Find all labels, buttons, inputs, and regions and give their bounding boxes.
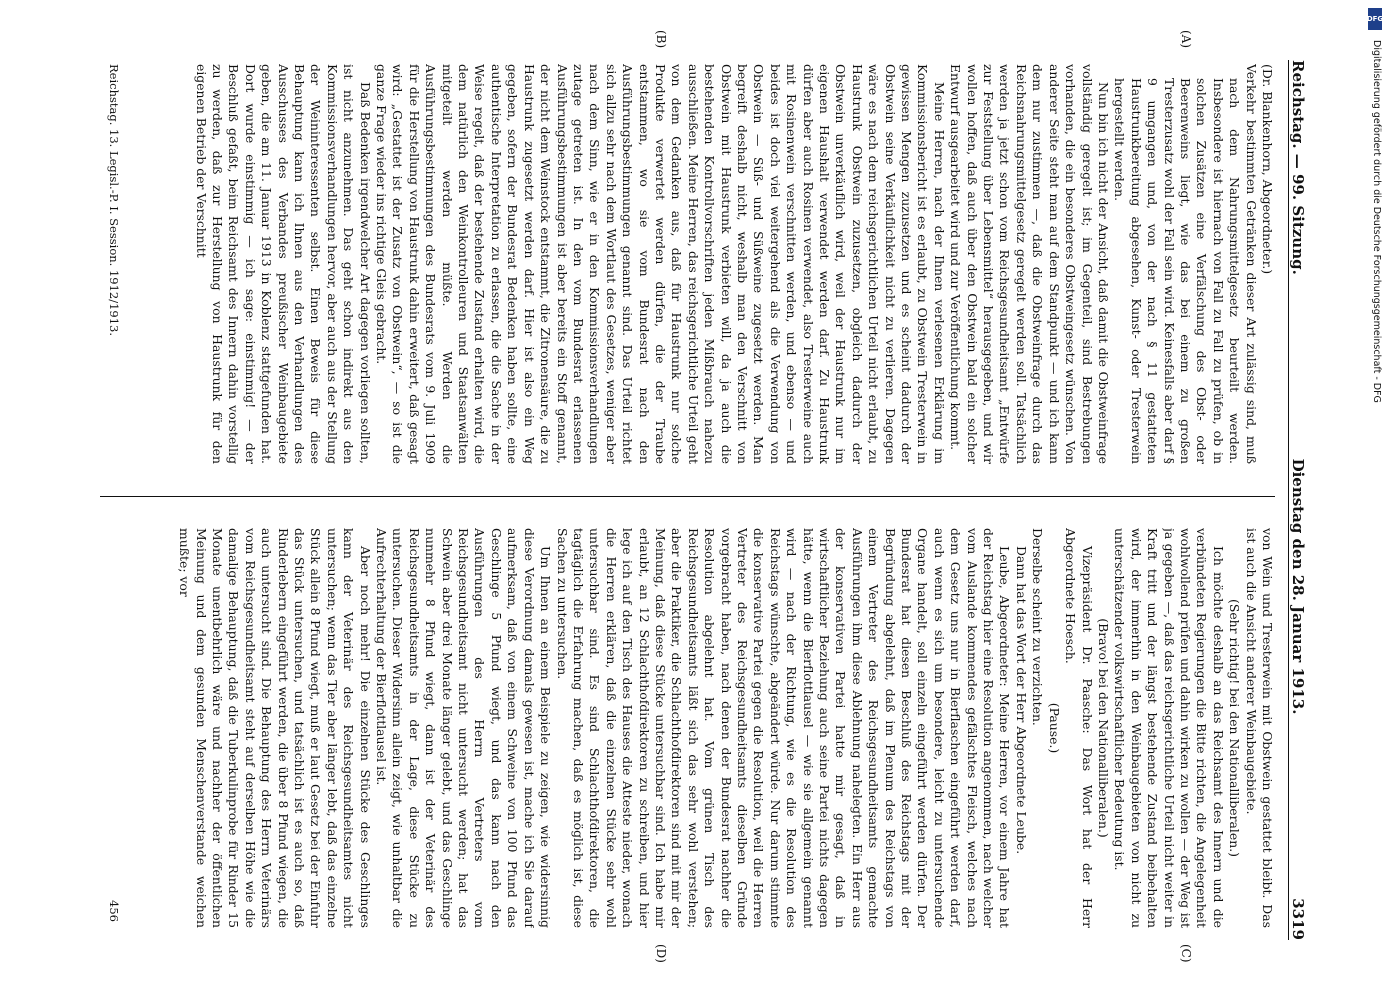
footer-legislature: Reichstag. 13. Legisl.-P. I. Session. 1912/1913. — [107, 64, 121, 337]
paragraph: Daß Bedenken irgendwelcher Art dagegen vorliegen sollten, ist nicht anzunehmen. Das geht schon indirekt aus den Kommissionsverhandlungen hervor, aber auch aus der Stellung der Weininteressenten selbst. Einen Beweis für diese Behauptung kann ich Ihnen aus den Verhandlungen des Ausschusses des Verbandes preußischer Weinbaugebiete geben, die am 11. Januar 1913 in Koblenz stattgefunden hat. Dort wurde einstimmig — ich sage: einstimmig! — der Beschluß gefaßt, beim Reichsamt des Innern dahin vorstellig zu werden, daß zur Herstellung von Haustrunk für den eigenen Betrieb der Verschnitt — [193, 64, 373, 464]
header-session: Reichstag. — 99. Sitzung. — [1289, 60, 1307, 275]
paragraph: Dann hat das Wort der Herr Abgeordnete Leube. — [1013, 546, 1029, 855]
paragraph: Vizepräsident Dr. Paasche: Das Wort hat der Herr Abgeordnete Hoesch. — [1063, 528, 1095, 928]
paragraph: (Pause.) — [1046, 702, 1062, 754]
footer-sheet-number: 456 — [107, 900, 121, 922]
page-header — [1288, 60, 1315, 940]
header-date: Dienstag den 28. Januar 1913. — [1289, 458, 1307, 715]
column-divider — [100, 496, 1275, 497]
paragraph: Ich möchte deshalb an das Reichsamt des Innern und die verbündeten Regierungen die Bitte richten, die Angelegenheit wohlwollend prüfen und dahin wirken zu wollen — der Weg ist ja gegeben —, daß das reichsgerichtliche Urteil nicht weiter in Kraft tritt und der längst bestehende Zustand beibehalten wird, der immerhin in den Weinbaugebieten von nicht zu unterschätzender volkswirtschaftlicher Bedeutung ist. — [1112, 528, 1226, 928]
paragraph: Verkehr bestimmten Getränken dieser Art zulässig sind, muß nach dem Nahrungsmittelgesetz beurteilt werden. Insbesondere ist hiernach von Fall zu Fall zu prüfen, ob in solchen Zusätzen eine Verfälschung des Obst- oder Beerenweins liegt, wie das bei einem zu großen Tresterzusatz wohl der Fall sein wird. Keinesfalls aber darf § 9 umgangen und, von der nach § 11 gestatteten Haustrunkbereitung abgesehen, Kunst- oder Tresterwein hergestellt werden. — [1112, 64, 1259, 464]
paragraph: Nun bin ich nicht der Ansicht, daß damit die Obstweinfrage vollständig geregelt ist; im Gegenteil, sind Bestrebungen vorhanden, die ein besonderes Obstweingesetz wünschen. Von anderer Seite steht man auf dem Standpunkt — und ich kann dem nur zustimmen —, daß die Obstweinfrage durch das Reichsnahrungsmittelgesetz geregelt werden soll. Tatsächlich werden ja jetzt schon vom Reichsgesundheitsamt „Entwürfe zur Feststellung über Lebensmittel“ herausgegeben, und wir wollen hoffen, daß auch über den Obstwein bald ein solcher Entwurf ausgearbeitet wird und zur Veröffentlichung kommt. — [948, 64, 1111, 464]
paragraph: (Dr. Blankenhorn, Abgeordneter.) — [1260, 64, 1275, 275]
paragraph: Aber noch mehr! Die einzelnen Stücke des Geschlinges kann der Veterinär des Reichsgesundheitsamtes nicht untersuchen; wenn das Tier aber länger lebt, daß das einzelne Stück allein 8 Pfund wiegt, muß er laut Gesetz bei der Einfuhr das Stück untersuchen, und tatsächlich ist es auch so, daß Rinderlebern eingeführt werden, die über 8 Pfund wiegen, die auch untersucht sind. Die Behauptung des Herrn Veterinärs vom Reichsgesundheitsamt steht auf derselben Höhe wie die damalige Behauptung, daß die Tuberkulinprobe für Rinder 15 Monate unentbehrlich wäre und nachher der öffentlichen Meinung und dem gesunden Menschenverstande weichen mußte; vor — [177, 528, 373, 928]
paragraph: von Wein und Tresterwein mit Obstwein gestattet bleibt. Das ist auch die Ansicht anderer Weinbaugebiete. — [1243, 528, 1275, 928]
paragraph: Um Ihnen an einem Beispiele zu zeigen, wie widersinnig diese Verordnung damals gewesen ist, mache ich Sie darauf aufmerksam, daß von einem Schweine von 100 Pfund das Geschlinge 5 Pfund wiegt, und das kann nach den Ausführungen des Herrn Vertreters vom Reichsgesundheitsamt nicht untersucht werden; hat das Schwein aber drei Monate länger gelebt, und das Geschlinge nunmehr 8 Pfund wiegt, dann ist der Veterinär des Reichsgesundheitsamts in der Lage, diese Stücke zu untersuchen. Dieser Widersinn allein zeigt, wie unhaltbar die Aufrechterhaltung der Bierflottlausel ist. — [374, 528, 554, 928]
paragraph: Derselbe scheint zu verzichten. — [1030, 528, 1046, 726]
paragraph: Meine Herren, nach der Ihnen verlesenen Erklärung im Kommissionsbericht ist es erlaubt, zu Obstwein Tresterwein in gewissen Mengen zuzusetzen und es scheint dadurch der Obstwein seine Verkäuflichkeit nicht zu verlieren. Dagegen wäre es nach dem reichsgerichtlichen Urteil nicht erlaubt, zu Haustrunk Obstwein zuzusetzen, obgleich dadurch der Obstwein unverkäuflich wird, weil der Haustrunk nur im eigenen Haushalt verwendet werden darf. Zu Haustrunk dürfen aber auch Rosinen verwendet, also Tresterweine auch mit Rosinenwein verschnitten werden, und ebenso — und beides ist doch viel weitergehend als die Verwendung von Obstwein — Süß- und Süßweine zugesetzt werden. Man begreift deshalb nicht, weshalb man den Verschnitt von Obstwein mit Haustrunk verbieten will, da ja auch die bestehenden Kontrollvorschriften jeden Mißbrauch nahezu ausschließen. Meine Herren, das reichsgerichtliche Urteil geht von dem Gedanken aus, daß für Haustrunk nur solche Produkte verwertet werden dürfen, die der Traube entstammen, wo sie vom Bundesrat nach den Ausführungsbestimmungen genannt sind. Das Urteil richtet sich allzu sehr nach dem Wortlaut des Gesetzes, weniger aber nach dem Sinn, wie er in den Kommissionsverhandlungen zutage getreten ist. In den vom Bundesrat erlassenen Ausführungsbestimmungen ist aber bereits ein Stoff genannt, der nicht dem Weinstock entstammt, die Zitronensäure, die zu Haustrunk zugesetzt werden darf. Hier ist also ein Weg gegeben, sofern der Bundesrat Bedenken haben sollte, eine authentische Interpretation zu erlassen, die die Sache in der Weise regelt, daß der bestehende Zustand erhalten wird, die dem natürlich den Weinkontrolleuren und Staatsanwälten mitgeteilt werden müßte. Werden die Ausführungsbestimmungen des Bundesrats vom 9. Juli 1909 für die Herstellung von Haustrunk dahin erweitert, daß gesagt wird: „Gestattet ist der Zusatz von Obstwein“, — so ist die ganze Frage wieder ins richtige Gleis gebracht. — [374, 64, 947, 464]
page-number: 3319 — [1289, 898, 1307, 940]
digitization-note — [1372, 40, 1382, 560]
margin-marker-c: (C) — [1179, 944, 1193, 963]
digitization-note-text: Digitalisierung gefördert durch die Deutsche Forschungsgemeinschaft - DFG — [1371, 40, 1382, 403]
right-text-column — [105, 528, 1275, 928]
margin-marker-b: (B) — [654, 30, 668, 49]
left-text-column — [105, 64, 1275, 464]
paragraph: (Sehr richtig! bei den Nationalliberalen.) — [1227, 599, 1243, 857]
paragraph: Leube, Abgeordneter: Meine Herren, vor einem Jahre hat der Reichstag hier eine Resolution angenommen, nach welcher vom Auslande kommendes gefälschtes Fleisch, welches nach dem Gesetz uns nur in Bierflaschen eingeführt werden darf, auch wenn es sich um besondere, leicht zu untersuchende Organe handelt, soll einzeln eingeführt werden dürfen. Der Bundesrat hat diesen Beschluß des Reichstags mit der Begründung abgelehnt, daß im Plenum des Reichstags von einem Vertreter des Reichsgesundheitsamts gemachte Ausführungen ihm diese Ablehnung nahelegten. Ein Herr aus der konservativen Partei hatte mir gesagt, daß in wirtschaftlicher Beziehung auch seine Partei nichts dagegen hätte, wenn die Bierflottlausel — wie sie allgemein genannt wird — nach der Richtung, wie es die Resolution des Reichstags wünschte, abgeändert würde. Nur darum stimmte die konservative Partei gegen die Resolution, weil die Herren Vertreter des Reichsgesundheitsamts dieselben Gründe vorgebracht haben, nach denen der Bundesrat nachher die Resolution abgelehnt hat. Vom grünen Tisch des Reichsgesundheitsamts läßt sich das sehr wohl verstehen; aber die Praktiker, die Schlachthofdirektoren sind mit mir der Meinung, daß diese Stücke untersuchbar sind. Ich habe mir erlaubt, an 12 Schlachthofdirektoren zu schreiben, und hier lege ich auf den Tisch des Hauses die Atteste nieder, wonach die Herren erklären, daß die einzelnen Stücke sehr wohl untersuchbar sind. Es sind Schlachthofdirektoren, die tagtäglich die Erfahrung machen, daß es möglich ist, diese Sachen zu untersuchen. — [554, 528, 1013, 928]
margin-marker-a: (A) — [1179, 30, 1193, 49]
paragraph: (Bravo! bei den Nationalliberalen.) — [1095, 618, 1111, 838]
margin-marker-d: (D) — [654, 944, 668, 963]
dfg-logo: DFG — [1368, 8, 1382, 30]
